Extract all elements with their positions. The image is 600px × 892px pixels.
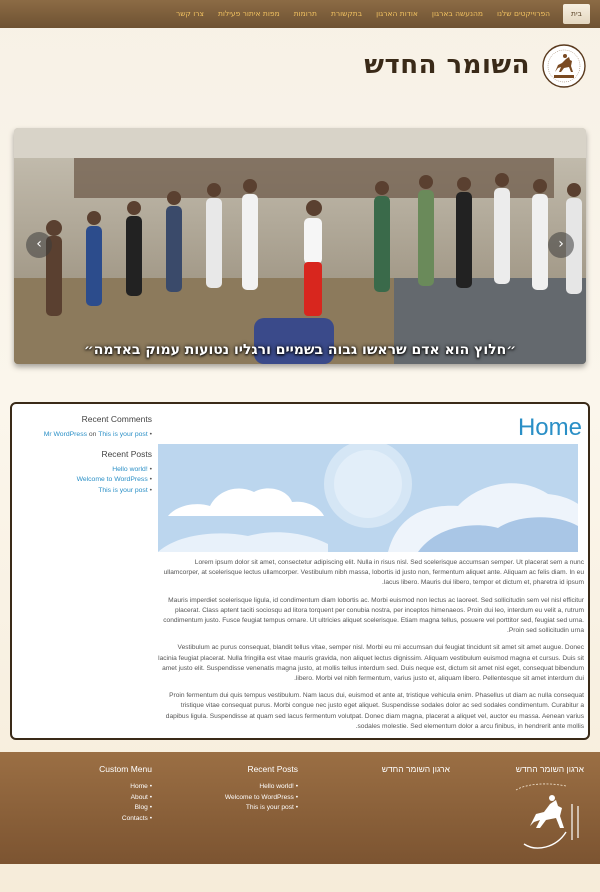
paragraph: Vestibulum ac purus consequat, blandit tellus vitae, semper nisl. Morbi eu mi accumsan dui feugiat tincidunt sit amet sit amet augue. Donec lacinia feugiat placerat. Nulla fringilla est vitae mauris gravida, non aliquet lectus dignissim. Aliquam vestibulum euismod magna et cursus. Duis sit amet justo elit. Suspendisse venenatis magna justo, at mollis tellus interdum sed. Duis neque est, dictum sit amet nisl eget, consequat bibendum libero. Morbi vel nibh fermentum, varius justo et, aliquam libero. Pellentesque sit amet interdum dui.: [158, 644, 584, 683]
hero-slider: [14, 128, 586, 364]
site-header: [0, 28, 600, 106]
footer-recent-posts-title: Recent Posts: [247, 764, 298, 774]
recent-comments-list: [26, 430, 152, 441]
footer-org-logo-title: ארגון השומר החדש: [515, 764, 584, 774]
footer-recent-posts: [200, 764, 298, 814]
footer-menu-item-contacts[interactable]: Contacts •: [84, 814, 152, 825]
recent-post-link[interactable]: This is your post •: [26, 486, 152, 497]
nav-item-donations[interactable]: תרומות: [293, 9, 317, 18]
slider-prev-button[interactable]: [26, 232, 52, 258]
recent-post-link[interactable]: Welcome to WordPress •: [26, 475, 152, 486]
site-title[interactable]: השומר החדש: [364, 50, 530, 80]
site-footer: [0, 752, 600, 864]
comment-on-text: on: [88, 431, 97, 438]
footer-menu-item-blog[interactable]: Blog •: [84, 803, 152, 814]
page-banner-image: [158, 444, 578, 552]
chevron-left-icon: ‹: [36, 236, 42, 252]
chevron-right-icon: ›: [558, 236, 564, 252]
footer-org-column: [340, 764, 450, 782]
slider-caption: ״חלוץ הוא אדם שראשו גבוה בשמיים ורגליו נטועות עמוק באדמה״: [83, 342, 517, 358]
list-item: [26, 430, 152, 441]
footer-recent-post-link[interactable]: Hello world! •: [200, 782, 298, 793]
nav-item-home[interactable]: בית: [563, 4, 590, 24]
paragraph: Mauris imperdiet scelerisque ligula, id condimentum diam lobortis ac. Morbi euismod non lectus ac laoreet. Sed sollicitudin sem vel nisl efficitur placerat. Class aptent taciti sociosqu ad litora torquent per conubia nostra, per inceptos himenaeos. Proin dui leo, interdum eu velit a, rutrum condimentum justo. Fusce feugiat tempus ornare. Ut ultricies aliquet scelerisque. Etiam magna tellus, posuere vel porttitor sed, feugiat sed urna. Proin sed sollicitudin urna.: [163, 596, 584, 635]
comment-author-link[interactable]: Mr WordPress: [43, 431, 88, 438]
site-logo[interactable]: [542, 44, 586, 88]
nav-item-media[interactable]: בתקשורת: [330, 9, 363, 18]
page-body-text: [158, 558, 584, 739]
footer-logo: [506, 782, 592, 862]
recent-post-link[interactable]: Hello world! •: [26, 465, 152, 476]
recent-posts-title: Recent Posts: [101, 448, 152, 459]
footer-menu-title: Custom Menu: [99, 764, 152, 774]
footer-recent-post-link[interactable]: Welcome to WordPress •: [200, 793, 298, 804]
page-title: Home: [517, 414, 582, 441]
recent-comments-title: Recent Comments: [81, 414, 152, 424]
nav-item-maps[interactable]: מפות איתור פעילות: [217, 9, 280, 18]
footer-menu-item-home[interactable]: Home •: [84, 782, 152, 793]
nav-item-projects[interactable]: הפרוייקטים שלנו: [496, 9, 551, 18]
footer-org-title: ארגון השומר החדש: [381, 764, 450, 774]
nav-item-contact[interactable]: צרו קשר: [175, 9, 204, 18]
paragraph: Lorem ipsum dolor sit amet, consectetur adipiscing elit. Nulla in risus nisl. Sed scelerisque accumsan semper. Ut placerat sem a nunc ullamcorper, at scelerisque lectus ullamcorper. Vestibulum nibh massa, lobortis id justo non, fermentum aliquet ante. Aliquam ac felis diam. In eu lacus libero. Mauris dui libero, tempor et dictum et, pharetra id ipsum.: [163, 559, 584, 587]
sidebar: [26, 414, 152, 504]
footer-menu-list: [84, 782, 152, 824]
slider-next-button[interactable]: [548, 232, 574, 258]
nav-item-news[interactable]: מהנעשה בארגון: [431, 9, 483, 18]
footer-org-logo-column: [484, 764, 584, 782]
nav-item-about[interactable]: אודות הארגון: [376, 9, 418, 18]
footer-recent-posts-list: [200, 782, 298, 814]
footer-menu-item-about[interactable]: About •: [84, 793, 152, 804]
recent-posts-list: [26, 465, 152, 497]
footer-recent-post-link[interactable]: This is your post •: [200, 803, 298, 814]
main-content: [10, 402, 590, 740]
comment-post-link[interactable]: This is your post: [98, 431, 148, 438]
top-navigation: [0, 0, 600, 28]
paragraph: Proin fermentum dui quis tempus vestibulum. Nam lacus dui, euismod et ante at, tristique vehicula enim. Phasellus ut diam ac nulla consequat tristique vitae consequat purus. Morbi congue nec justo eget aliquet. Suspendisse sodales dolor ac sed sodales condimentum. Curabitur a dapibus ligula. Suspendisse at quam sed lacus fermentum volutpat. Donec diam magna, placerat a aliquet vel, auctor eu massa. Aenean varius sodales molestie. Sed elementum dolor a arcu finibus, in hendrerit ante mollis.: [165, 692, 584, 730]
footer-custom-menu: [84, 764, 152, 824]
hero-image: [14, 128, 586, 364]
